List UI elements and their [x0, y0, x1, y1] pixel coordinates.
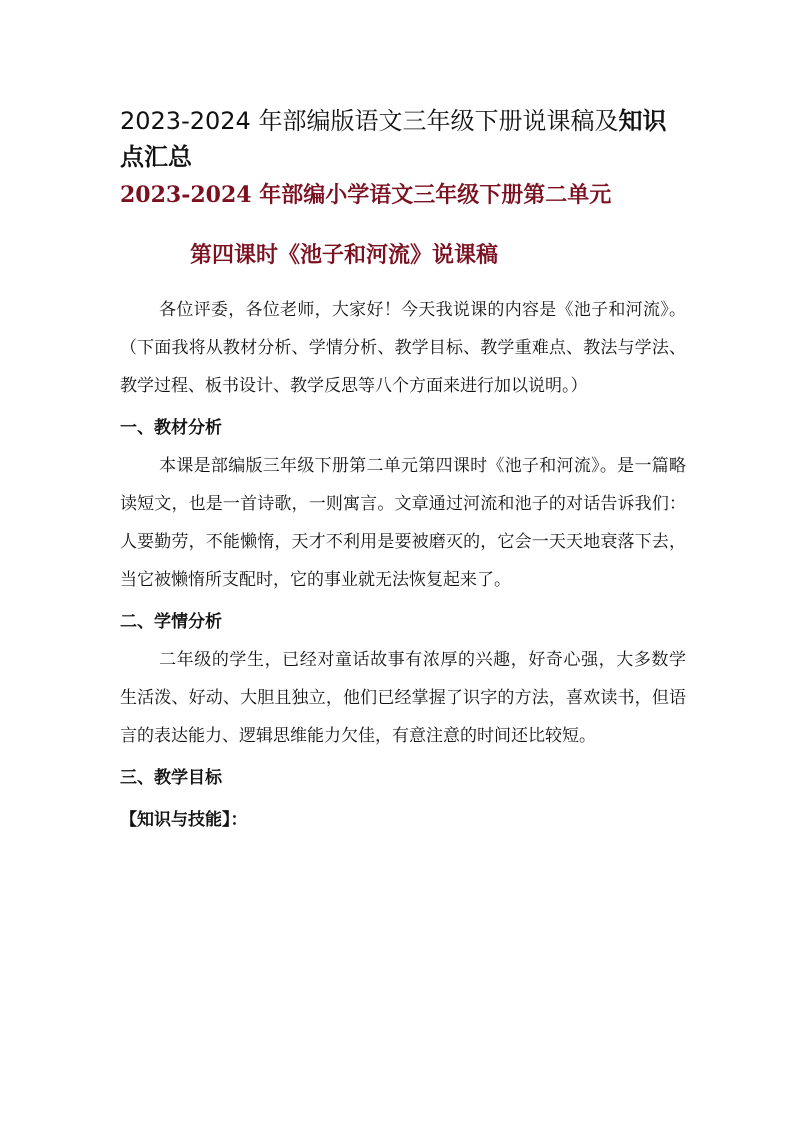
intro-paragraph: 各位评委，各位老师，大家好！今天我说课的内容是《池子和河流》。（下面我将从教材分析、学情分析、教学目标、教学重难点、教法与学法、教学过程、板书设计、教学反思等八个方面来进行加以说明。）	[120, 300, 686, 396]
title-normal: 2023-2024 年部编版语文三年级下册说课稿及	[120, 107, 619, 135]
document-title	[120, 103, 680, 175]
subheading-knowledge-skills: 【知识与技能】：	[120, 810, 248, 830]
section-heading-1: 一、教材分析	[120, 418, 222, 438]
section-heading-3: 三、教学目标	[120, 768, 222, 788]
unit-title: 2023-2024 年部编小学语文三年级下册第二单元	[120, 182, 612, 208]
section-body-2: 二年级的学生，已经对童话故事有浓厚的兴趣，好奇心强，大多数学生活泼、好动、大胆且独立，他们已经掌握了识字的方法，喜欢读书，但语言的表达能力、逻辑思维能力欠佳，有意注意的时间还比较短。	[120, 650, 686, 746]
lesson-title: 第四课时《池子和河流》说课稿	[190, 242, 499, 268]
title-bold: 知识点汇总	[120, 107, 667, 171]
section-heading-2: 二、学情分析	[120, 612, 222, 632]
section-body-1: 本课是部编版三年级下册第二单元第四课时《池子和河流》。是一篇略读短文，也是一首诗歌，一则寓言。文章通过河流和池子的对话告诉我们：人要勤劳，不能懒惰，天才不利用是要被磨灭的，它会一天天地衰落下去，当它被懒惰所支配时，它的事业就无法恢复起来了。	[120, 456, 686, 590]
